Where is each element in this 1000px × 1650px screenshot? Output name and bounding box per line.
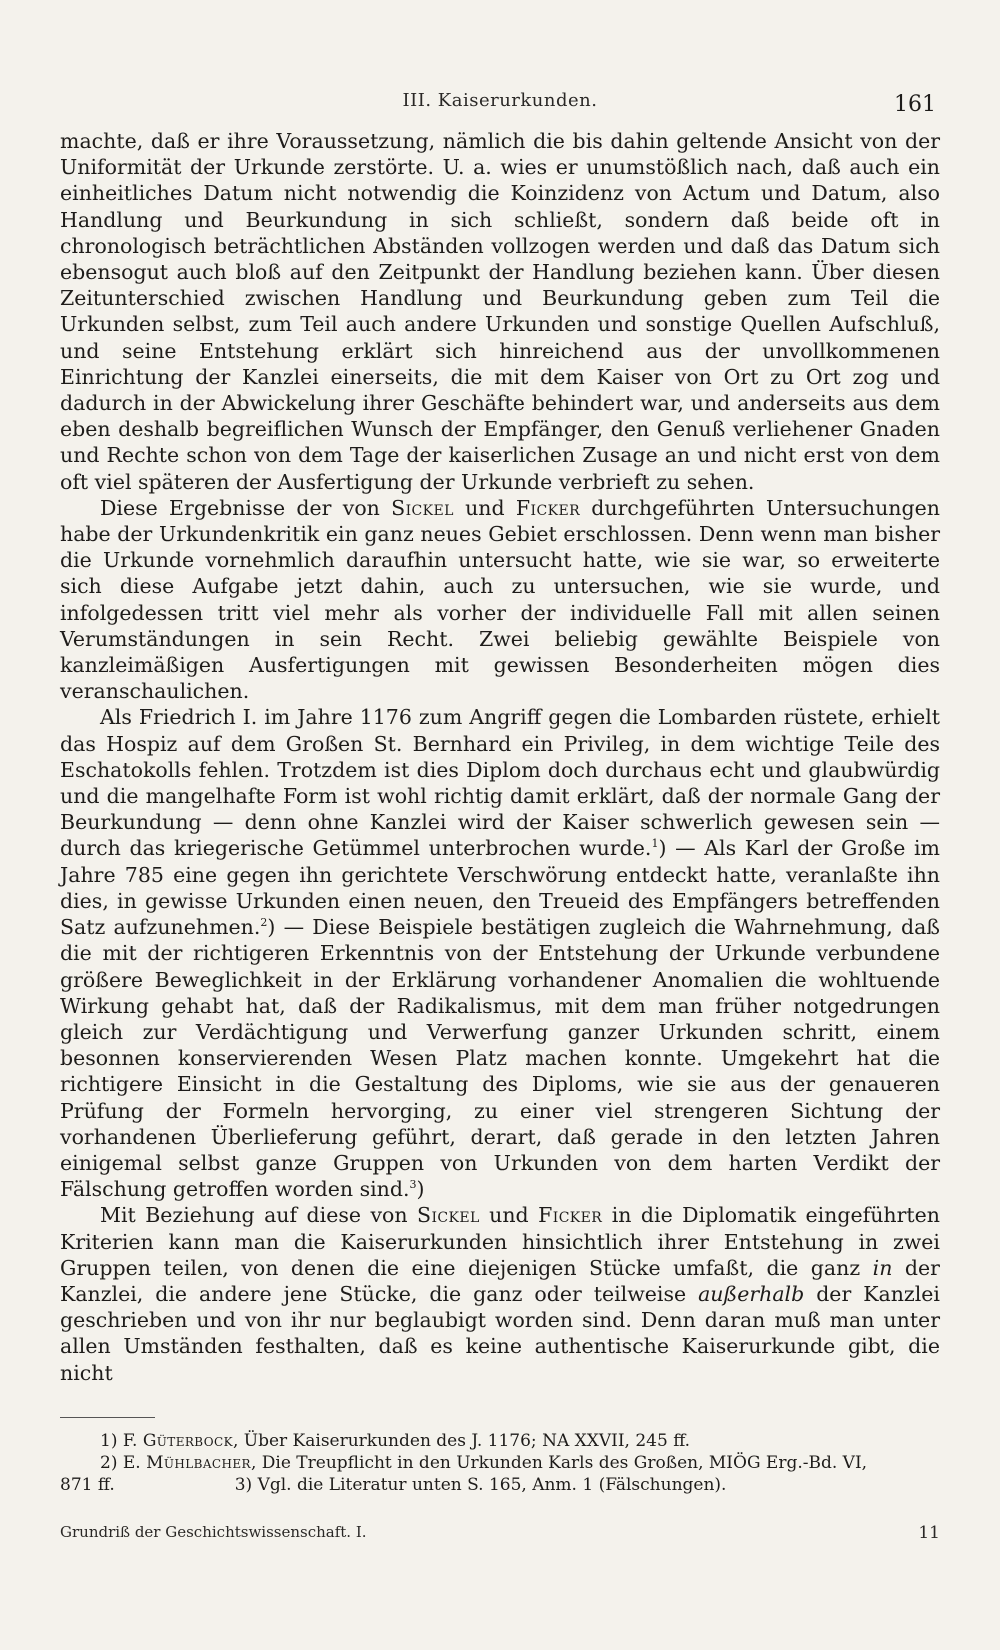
footnote-mark-3: 3 bbox=[409, 1178, 417, 1192]
paragraph-4-prefix: Mit Beziehung auf diese von bbox=[100, 1203, 408, 1228]
paragraph-2-rest: habe der Urkundenkritik ein ganz neues Gebiet erschlossen. Denn wenn man bisher die Urkunde vornehmlich daraufhin untersucht hatte, wie sie war, so erweiterte sich diese Aufgabe jetzt dahin, auch zu untersuchen, wie sie wurde, und infolgedessen tritt viel mehr als vorher der individuelle Fall mit allen seinen Verumständungen in sein Recht. Zwei beliebig gewählte Beispiele von kanzleimäßigen Ausfertigungen mit gewissen Besonderheiten mögen dies veranschaulichen. bbox=[60, 522, 940, 704]
footnote-2-label: 2) E. bbox=[100, 1453, 141, 1473]
paragraph-4-end: der Kanzlei geschrieben und von ihr nur beglaubigt worden sind. Denn daran muß man unter allen Umständen festhalten, daß es keine authentische Kaiserurkunde gibt, die nicht bbox=[60, 1281, 940, 1385]
paragraph-3-end: ) bbox=[416, 1177, 425, 1202]
signature-mark: 11 bbox=[918, 1523, 940, 1543]
author-ficker-2: Ficker bbox=[538, 1203, 603, 1228]
paragraph-3-cont2: ) — Diese Beispiele bestätigen zugleich die Wahrnehmung, daß die mit der richtigeren Erkenntnis von der Entstehung der Urkunde verbundene größere Beweglichkeit in der Erklärung vorhandener Anomalien die wohltuende Wirkung gehabt hat, daß der Radikalismus, mit dem man früher notgedrungen gleich zur Verdächtigung und Verwerfung ganzer Urkunden schritt, einem besonnen konservierenden Wesen Platz machen konnte. Umgekehrt hat die richtigere Einsicht in die Gestaltung des Diploms, wie sie aus der genaueren Prüfung der Formeln hervorging, zu einer viel strengeren Sichtung der vorhandenen Überlieferung geführt, derart, daß gerade in den letzten Jahren einigemal selbst ganze Gruppen von Urkunden von dem harten Verdikt der Fälschung getroffen worden sind. bbox=[60, 915, 940, 1202]
paragraph-3 bbox=[60, 704, 940, 1202]
footnote-2 bbox=[60, 1452, 940, 1474]
footnote-mark-2: 2 bbox=[260, 916, 268, 930]
paragraph-2-prefix: Diese Ergebnisse der von bbox=[100, 495, 380, 520]
paragraph-3-text: Als Friedrich I. im Jahre 1176 zum Angriff gegen die Lombarden rüstete, erhielt das Hospiz auf dem Großen St. Bernhard ein Privileg, in dem wichtige Teile des Eschatokolls fehlen. Trotzdem ist dies Diplom doch durchaus echt und glaubwürdig und die mangelhafte Form ist wohl richtig damit erklärt, daß der normale Gang der Beurkundung — denn ohne Kanzlei wird der Kaiser schwerlich gewesen sein — durch das kriegerische Getümmel unterbrochen wurde. bbox=[60, 705, 940, 861]
paragraph-1: machte, daß er ihre Voraussetzung, nämlich die bis dahin geltende Ansicht von der Uniformität der Urkunde zerstörte. U. a. wies er unumstößlich nach, daß auch ein einheitliches Datum nicht notwendig die Koinzidenz von Actum und Datum, also Handlung und Beurkundung in sich schließt, sondern daß beide oft in chronologisch beträchtlichen Abständen vollzogen werden und daß das Datum sich ebensogut auch bloß auf den Zeitpunkt der Handlung beziehen kann. Über diesen Zeitunterschied zwischen Handlung und Beurkundung geben zum Teil die Urkunden selbst, zum Teil auch andere Urkunden und sonstige Quellen Aufschluß, und seine Entstehung erklärt sich hinreichend aus der unvollkommenen Einrichtung der Kanzlei einerseits, die mit dem Kaiser von Ort zu Ort zog und dadurch in der Abwickelung ihrer Geschäfte behindert war, und anderseits aus dem eben deshalb begreiflichen Wunsch der Empfänger, den Genuß verliehener Gnaden und Rechte schon von dem Tage der kaiserlichen Zusage an und nicht erst von dem oft viel späteren der Ausfertigung der Urkunde verbrieft zu sehen. bbox=[60, 129, 940, 494]
footnote-1-text: , Über Kaiserurkunden des J. 1176; NA XXVII, 245 ff. bbox=[232, 1431, 691, 1451]
running-head: III. Kaiserurkunden. bbox=[402, 90, 598, 111]
author-sickel: Sickel bbox=[391, 495, 454, 520]
footnote-rule bbox=[60, 1417, 155, 1418]
author-sickel-2: Sickel bbox=[417, 1203, 480, 1228]
footnote-2-continuation bbox=[60, 1474, 940, 1496]
footnote-1-label: 1) F. bbox=[100, 1431, 138, 1451]
emphasis-ausserhalb: außerhalb bbox=[698, 1281, 805, 1306]
footnote-2-author: Mühlbacher bbox=[146, 1453, 251, 1473]
paragraph-3-cont: ) — Als Karl der Große im Jahre 785 eine gegen ihn gerichtete Verschwörung entdeckt hatte, veranlaßte ihn dies, in gewisse Urkunden einen neuen, den Treueid des Empfängers betreffenden Satz aufzunehmen. bbox=[60, 836, 940, 940]
emphasis-in: in bbox=[872, 1255, 893, 1280]
footnote-2-text: , Die Treupflicht in den Urkunden Karls des Großen, MIÖG Erg.-Bd. VI, bbox=[250, 1453, 868, 1473]
series-title: Grundriß der Geschichtswissenschaft. I. bbox=[60, 1523, 367, 1541]
paragraph-4-mid2: der Kanzlei, die andere jene Stücke, die ganz oder teilweise bbox=[60, 1255, 940, 1306]
paragraph-4-mid: in die Diplomatik eingeführten Kriterien kann man die Kaiserurkunden hinsichtlich ihrer Entstehung in zwei Gruppen teilen, von denen die eine diejenigen Stücke umfaßt, die ganz bbox=[60, 1203, 940, 1280]
footnote-1 bbox=[60, 1430, 940, 1452]
footnote-mark-1: 1 bbox=[651, 837, 659, 851]
conjunction-2: und bbox=[489, 1203, 529, 1228]
body-text bbox=[60, 128, 940, 1386]
footnote-1-author: Güterbock bbox=[142, 1431, 233, 1451]
footnote-2-cont: 871 ff. bbox=[60, 1475, 115, 1495]
footnotes bbox=[60, 1430, 940, 1496]
page-number: 161 bbox=[894, 92, 936, 117]
footnote-3: 3) Vgl. die Literatur unten S. 165, Anm. 1 (Fälschungen). bbox=[234, 1475, 727, 1495]
author-ficker: Ficker bbox=[515, 495, 581, 520]
conjunction: und bbox=[465, 495, 505, 520]
paragraph-2-mid: durchgeführten Untersuchungen bbox=[591, 495, 940, 520]
paragraph-2 bbox=[60, 495, 940, 705]
paragraph-4 bbox=[60, 1202, 940, 1385]
page-footer bbox=[60, 1523, 940, 1541]
